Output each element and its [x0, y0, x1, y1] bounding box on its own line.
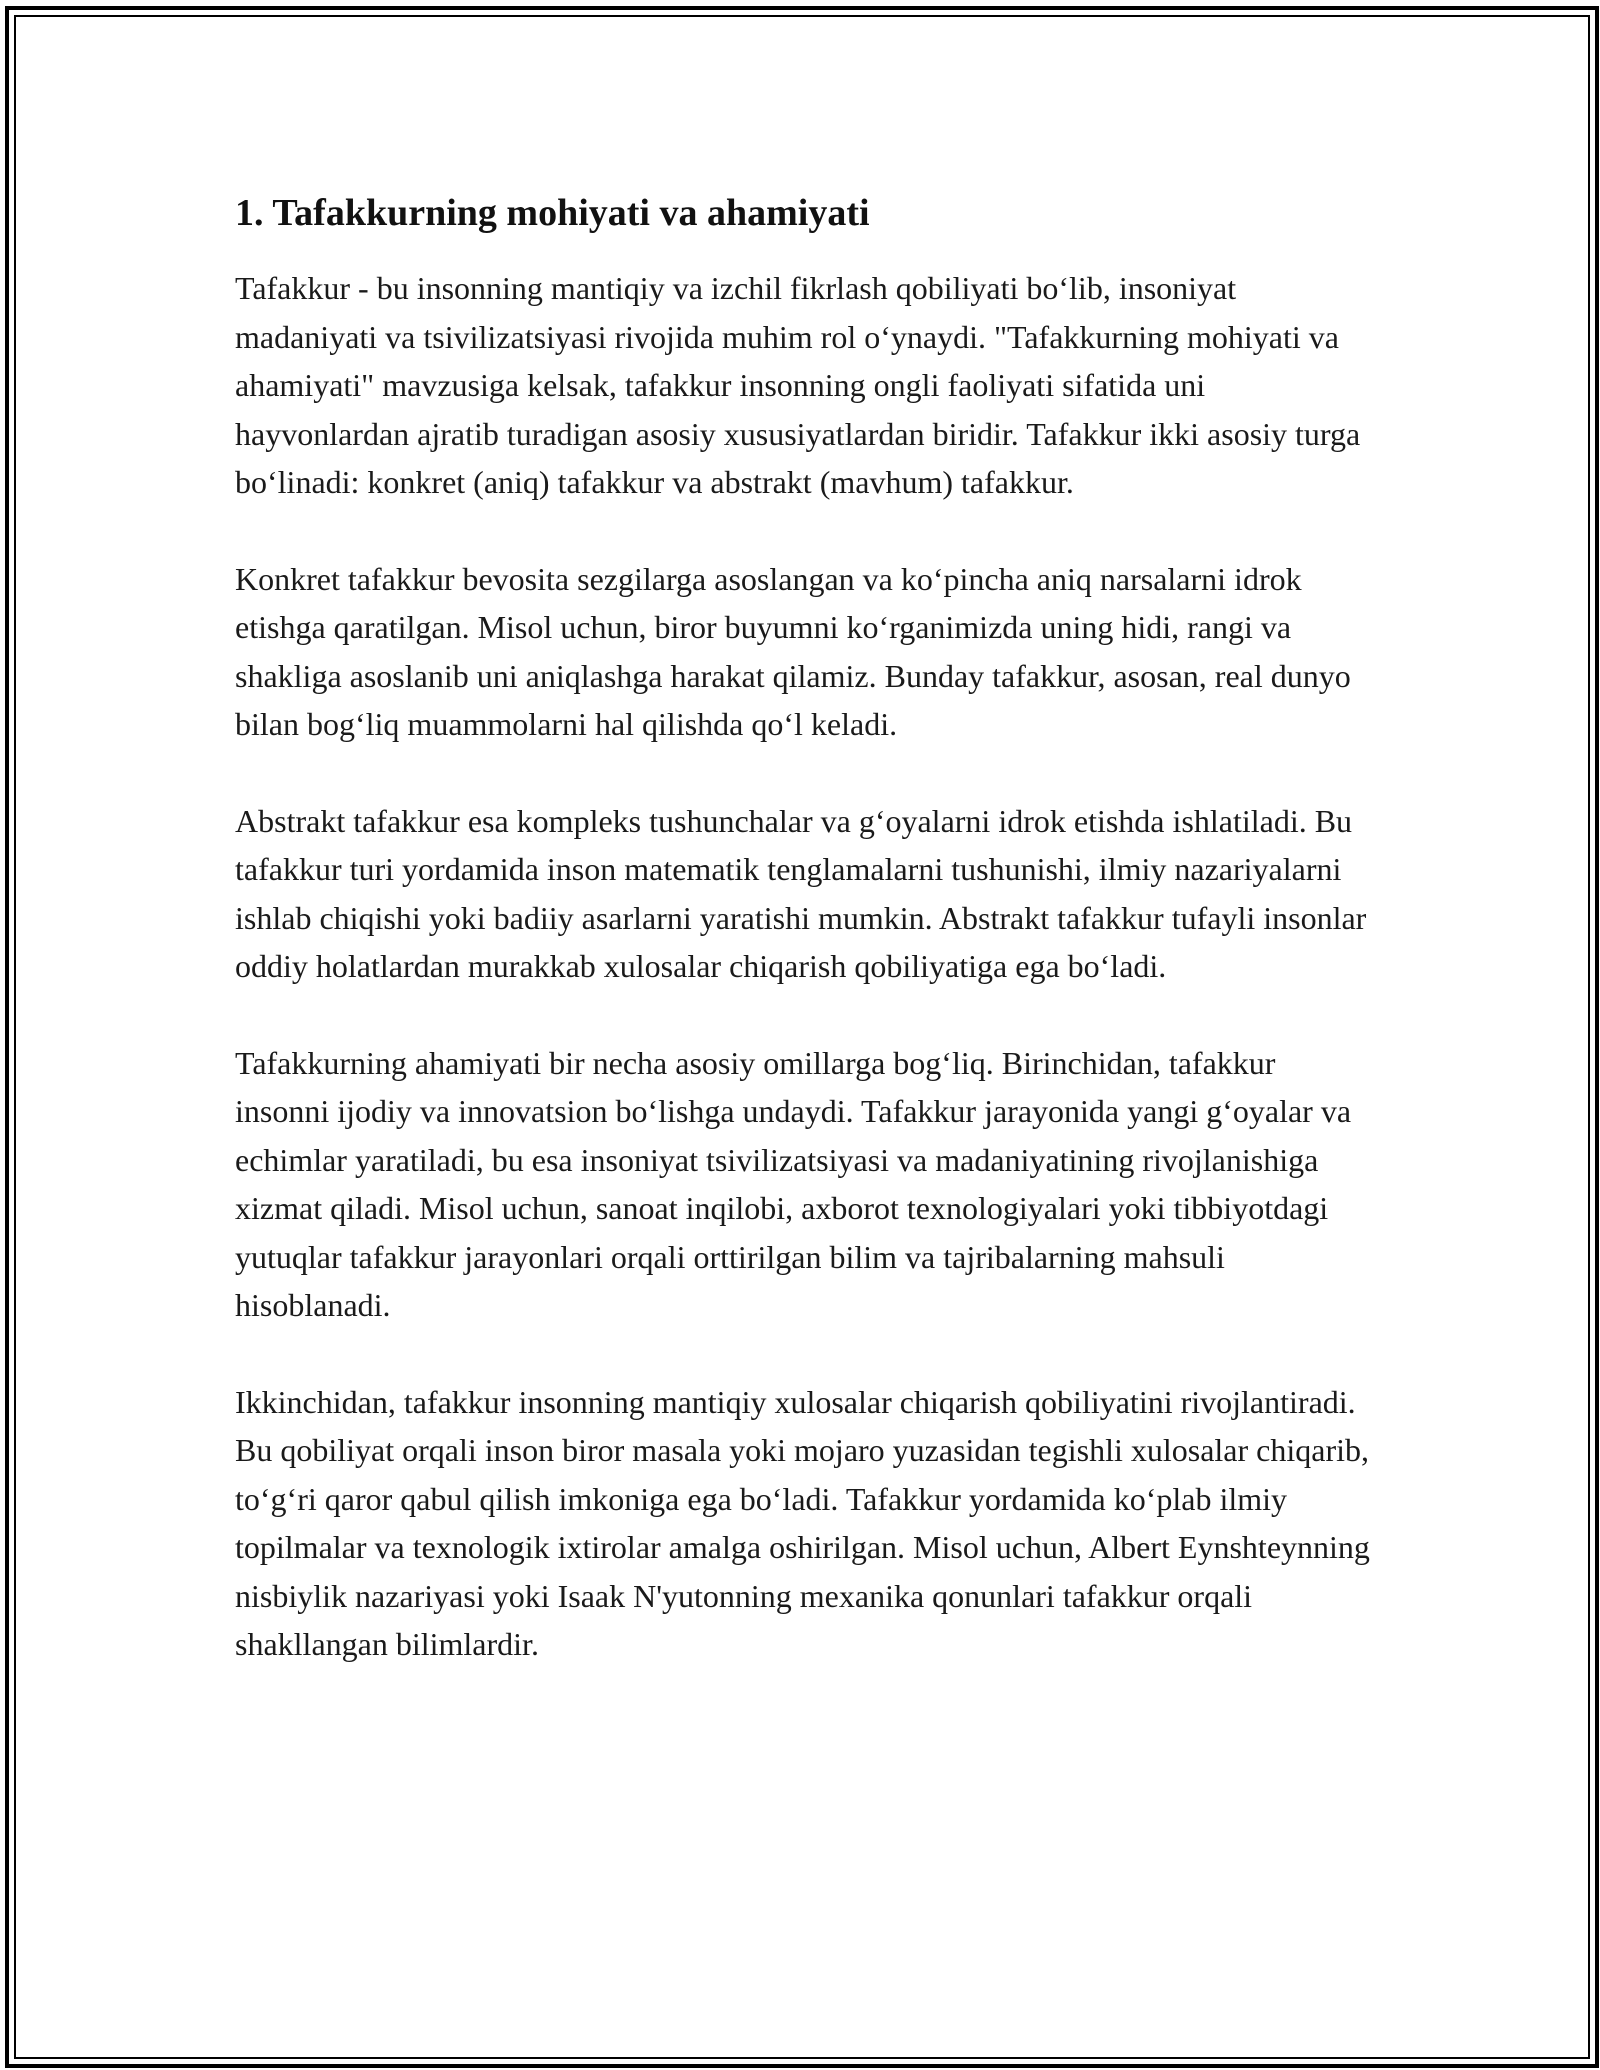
paragraph-importance-second: Ikkinchidan, tafakkur insonning mantiqiy xulosalar chiqarish qobiliyatini rivojlantiradi. Bu qobiliyat orqali inson biror masala yoki mojaro yuzasidan tegishli xulosalar chiqarib, to‘g‘ri qaror qabul qilish imkoniga ega bo‘ladi. Tafakkur yordamida ko‘plab ilmiy topilmalar va texnologik ixtirolar amalga oshirilgan. Misol uchun, Albert Eynshteynning nisbiylik nazariyasi yoki Isaak N'yutonning mexanika qonunlari tafakkur orqali shakllangan bilimlardir. — [235, 1383, 1370, 1662]
paragraph-concrete-thinking: Konkret tafakkur bevosita sezgilarga asoslangan va ko‘pincha aniq narsalarni idrok etishga qaratilgan. Misol uchun, biror buyumni ko‘rganimizda uning hidi, rangi va shakliga asoslanib uni aniqlashga harakat qilamiz. Bunday tafakkur, asosan, real dunyo bilan bog‘liq muammolarni hal qilishda qo‘l keladi. — [235, 560, 1351, 742]
paragraph-definition: Tafakkur - bu insonning mantiqiy va izchil fikrlash qobiliyati bo‘lib, insoniyat madaniyati va tsivilizatsiyasi rivojida muhim rol o‘ynaydi. "Tafakkurning mohiyati va ahamiyati" mavzusiga kelsak, tafakkur insonning ongli faoliyati sifatida uni hayvonlardan ajratib turadigan asosiy xususiyatlardan biridir. Tafakkur ikki asosiy turga bo‘linadi: konkret (aniq) tafakkur va abstrakt (mavhum) tafakkur. — [235, 270, 1361, 500]
paragraph-abstract-thinking: Abstrakt tafakkur esa kompleks tushunchalar va g‘oyalarni idrok etishda ishlatiladi. Bu tafakkur turi yordamida inson matematik tenglamalarni tushunishi, ilmiy nazariyalarni ishlab chiqishi yoki badiiy asarlarni yaratishi mumkin. Abstrakt tafakkur tufayli insonlar oddiy holatlardan murakkab xulosalar chiqarish qobiliyatiga ega bo‘ladi. — [235, 802, 1367, 984]
section-heading: 1. Tafakkurning mohiyati va ahamiyati — [235, 192, 870, 234]
paragraph-importance-first: Tafakkurning ahamiyati bir necha asosiy omillarga bog‘liq. Birinchidan, tafakkur insonni ijodiy va innovatsion bo‘lishga undaydi. Tafakkur jarayonida yangi g‘oyalar va echimlar yaratiladi, bu esa insoniyat tsivilizatsiyasi va madaniyatining rivojlanishiga xizmat qiladi. Misol uchun, sanoat inqilobi, axborot texnologiyalari yoki tibbiyotdagi yutuqlar tafakkur jarayonlari orqali orttirilgan bilim va tajribalarning mahsuli hisoblanadi. — [235, 1044, 1352, 1323]
document-body — [235, 188, 1370, 1669]
